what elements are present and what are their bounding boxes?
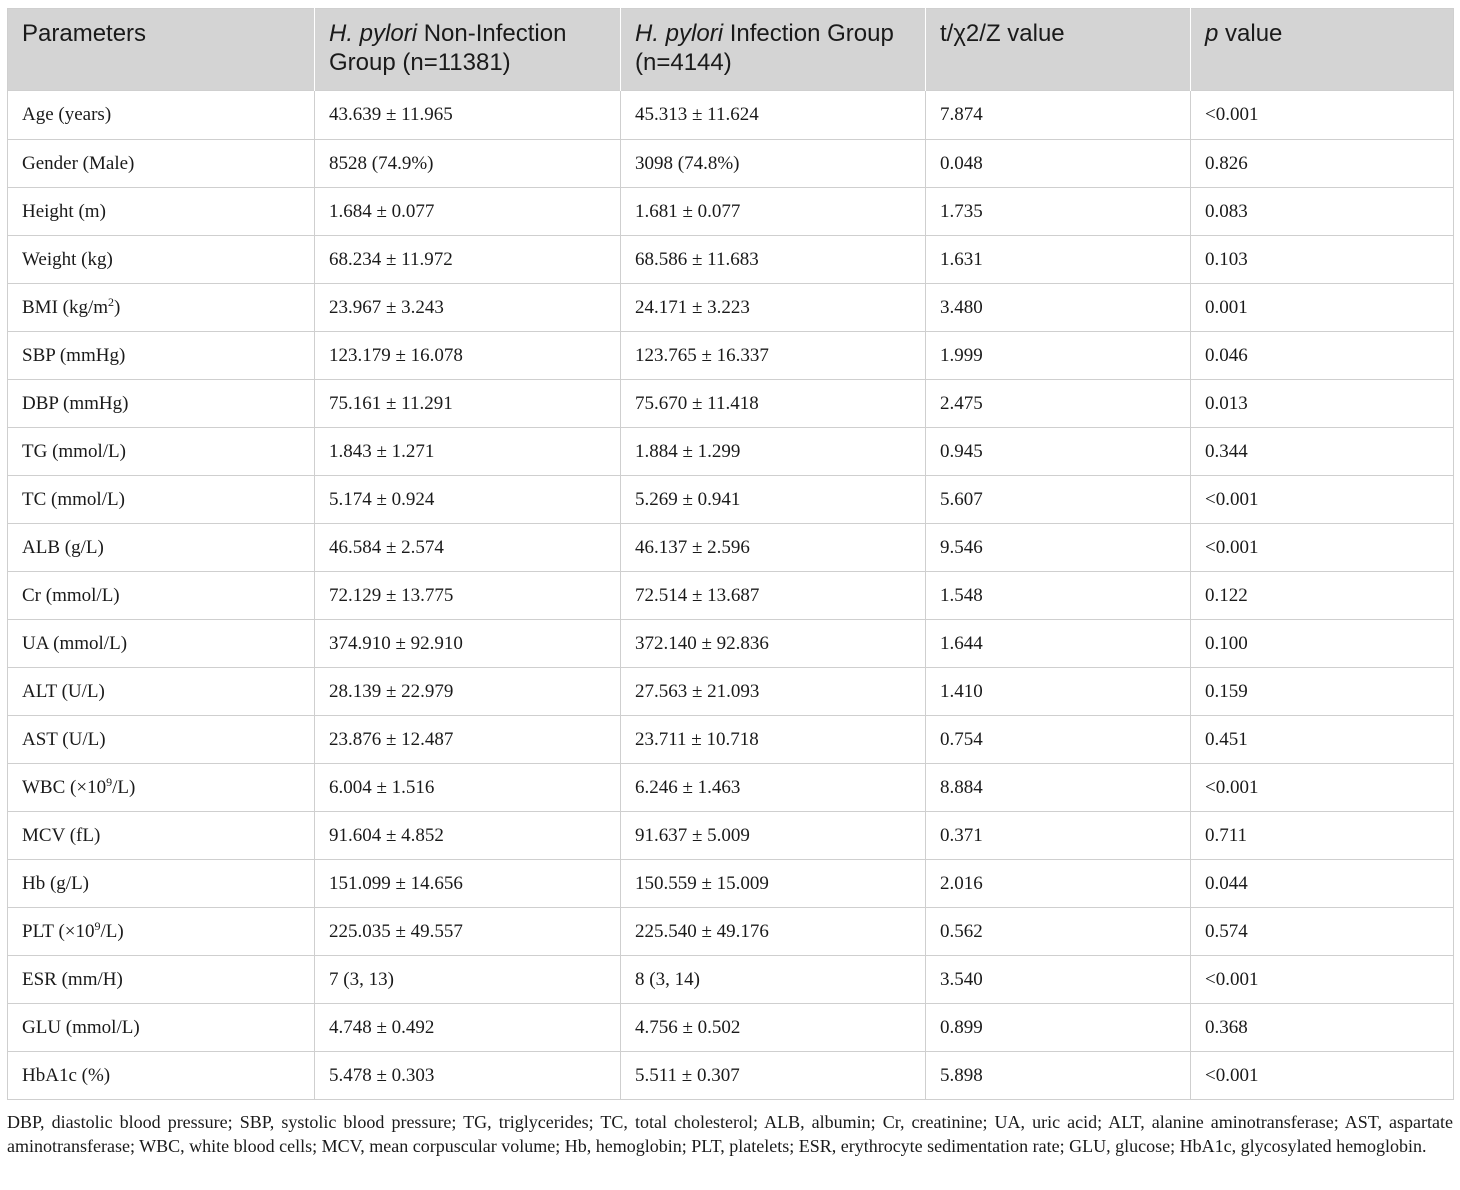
parameter-label: TG (mmol/L) <box>22 440 126 462</box>
table-header <box>8 9 1454 91</box>
table-row <box>8 332 1454 380</box>
cell-p-value: 0.013 <box>1191 380 1454 428</box>
cell-non-infection: 43.639 ± 11.965 <box>315 91 621 140</box>
cell-parameter <box>8 764 315 812</box>
parameter-label-suffix: ) <box>114 296 121 318</box>
header-text: Non-Infection Group (n=11381) <box>329 20 567 76</box>
cell-non-infection: 225.035 ± 49.557 <box>315 908 621 956</box>
cell-test-statistic: 1.410 <box>926 668 1191 716</box>
cell-p-value: <0.001 <box>1191 476 1454 524</box>
cell-non-infection: 374.910 ± 92.910 <box>315 620 621 668</box>
cell-non-infection: 1.843 ± 1.271 <box>315 428 621 476</box>
cell-infection: 123.765 ± 16.337 <box>621 332 926 380</box>
cell-p-value: 0.368 <box>1191 1004 1454 1052</box>
cell-non-infection: 5.478 ± 0.303 <box>315 1052 621 1100</box>
parameter-label: WBC (×10 <box>22 776 107 798</box>
header-text: Parameters <box>22 20 147 47</box>
cell-test-statistic: 0.754 <box>926 716 1191 764</box>
cell-infection: 23.711 ± 10.718 <box>621 716 926 764</box>
cell-parameter <box>8 860 315 908</box>
cell-infection: 8 (3, 14) <box>621 956 926 1004</box>
parameter-superscript: 9 <box>94 918 101 933</box>
cell-p-value: 0.083 <box>1191 188 1454 236</box>
cell-parameter <box>8 380 315 428</box>
cell-p-value: <0.001 <box>1191 524 1454 572</box>
cell-p-value: 0.826 <box>1191 140 1454 188</box>
table-body <box>8 91 1454 1100</box>
table-footnote: DBP, diastolic blood pressure; SBP, systolic blood pressure; TG, triglycerides; TC, total cholesterol; ALB, albumin; Cr, creatinine; UA, uric acid; ALT, alanine aminotransferase; AST, aspartate aminotransferase; WBC, white blood cells; MCV, mean corpuscular volume; Hb, hemoglobin; PLT, platelets; ESR, erythrocyte sedimentation rate; GLU, glucose; HbA1c, glycosylated hemoglobin. <box>7 1112 1453 1156</box>
parameter-label: DBP (mmHg) <box>22 392 129 414</box>
header-italic: H. pylori <box>635 20 724 47</box>
cell-infection: 45.313 ± 11.624 <box>621 91 926 140</box>
table-row <box>8 476 1454 524</box>
cell-test-statistic: 0.562 <box>926 908 1191 956</box>
cell-parameter <box>8 908 315 956</box>
table-row <box>8 1004 1454 1052</box>
parameter-superscript: 9 <box>106 774 113 789</box>
cell-p-value: 0.159 <box>1191 668 1454 716</box>
cell-parameter <box>8 332 315 380</box>
cell-infection: 372.140 ± 92.836 <box>621 620 926 668</box>
cell-p-value: 0.001 <box>1191 284 1454 332</box>
table-row <box>8 524 1454 572</box>
cell-non-infection: 8528 (74.9%) <box>315 140 621 188</box>
cell-p-value: 0.044 <box>1191 860 1454 908</box>
cell-p-value: 0.103 <box>1191 236 1454 284</box>
cell-infection: 27.563 ± 21.093 <box>621 668 926 716</box>
table-row <box>8 908 1454 956</box>
cell-parameter <box>8 236 315 284</box>
cell-infection: 4.756 ± 0.502 <box>621 1004 926 1052</box>
cell-infection: 68.586 ± 11.683 <box>621 236 926 284</box>
cell-non-infection: 123.179 ± 16.078 <box>315 332 621 380</box>
cell-non-infection: 28.139 ± 22.979 <box>315 668 621 716</box>
cell-non-infection: 23.876 ± 12.487 <box>315 716 621 764</box>
cell-p-value: 0.100 <box>1191 620 1454 668</box>
cell-infection: 6.246 ± 1.463 <box>621 764 926 812</box>
parameter-label-suffix: /L) <box>100 920 124 942</box>
cell-test-statistic: 2.016 <box>926 860 1191 908</box>
header-italic: p <box>1205 20 1219 47</box>
cell-test-statistic: 1.735 <box>926 188 1191 236</box>
table-row <box>8 380 1454 428</box>
cell-test-statistic: 0.048 <box>926 140 1191 188</box>
cell-test-statistic: 1.548 <box>926 572 1191 620</box>
cell-infection: 1.884 ± 1.299 <box>621 428 926 476</box>
cell-test-statistic: 3.540 <box>926 956 1191 1004</box>
table-row <box>8 188 1454 236</box>
parameter-label: TC (mmol/L) <box>22 488 125 510</box>
cell-non-infection: 1.684 ± 0.077 <box>315 188 621 236</box>
cell-non-infection: 72.129 ± 13.775 <box>315 572 621 620</box>
data-table-container <box>7 8 1453 1100</box>
cell-p-value: 0.344 <box>1191 428 1454 476</box>
cell-infection: 24.171 ± 3.223 <box>621 284 926 332</box>
header-text: value <box>1218 20 1283 47</box>
cell-parameter <box>8 1004 315 1052</box>
cell-parameter <box>8 188 315 236</box>
parameter-label: ALB (g/L) <box>22 536 104 558</box>
parameter-label: GLU (mmol/L) <box>22 1016 140 1038</box>
table-row <box>8 140 1454 188</box>
header-infection-group <box>621 9 926 91</box>
parameter-label: PLT (×10 <box>22 920 95 942</box>
cell-test-statistic: 9.546 <box>926 524 1191 572</box>
header-non-infection-group <box>315 9 621 91</box>
cell-test-statistic: 0.945 <box>926 428 1191 476</box>
cell-non-infection: 75.161 ± 11.291 <box>315 380 621 428</box>
cell-p-value: 0.574 <box>1191 908 1454 956</box>
parameter-superscript: 2 <box>108 294 115 309</box>
cell-parameter <box>8 524 315 572</box>
cell-non-infection: 23.967 ± 3.243 <box>315 284 621 332</box>
header-p-value <box>1191 9 1454 91</box>
parameter-label: Cr (mmol/L) <box>22 584 120 606</box>
table-row <box>8 668 1454 716</box>
header-text: t/χ2/Z value <box>940 20 1065 47</box>
cell-parameter <box>8 140 315 188</box>
cell-test-statistic: 0.371 <box>926 812 1191 860</box>
cell-test-statistic: 1.644 <box>926 620 1191 668</box>
cell-parameter <box>8 716 315 764</box>
parameter-label: MCV (fL) <box>22 824 101 846</box>
cell-infection: 1.681 ± 0.077 <box>621 188 926 236</box>
cell-infection: 91.637 ± 5.009 <box>621 812 926 860</box>
parameter-label: Age (years) <box>22 104 112 125</box>
cell-infection: 75.670 ± 11.418 <box>621 380 926 428</box>
cell-non-infection: 151.099 ± 14.656 <box>315 860 621 908</box>
cell-test-statistic: 5.607 <box>926 476 1191 524</box>
header-row <box>8 9 1454 91</box>
cell-p-value: <0.001 <box>1191 1052 1454 1100</box>
cell-test-statistic: 5.898 <box>926 1052 1191 1100</box>
cell-infection: 150.559 ± 15.009 <box>621 860 926 908</box>
cell-parameter <box>8 620 315 668</box>
cell-parameter <box>8 668 315 716</box>
parameter-label: AST (U/L) <box>22 728 106 750</box>
cell-parameter <box>8 1052 315 1100</box>
comparison-table <box>7 8 1454 1100</box>
cell-test-statistic: 7.874 <box>926 91 1191 140</box>
cell-non-infection: 46.584 ± 2.574 <box>315 524 621 572</box>
cell-infection: 3098 (74.8%) <box>621 140 926 188</box>
header-test-statistic <box>926 9 1191 91</box>
cell-non-infection: 68.234 ± 11.972 <box>315 236 621 284</box>
cell-non-infection: 4.748 ± 0.492 <box>315 1004 621 1052</box>
cell-infection: 5.511 ± 0.307 <box>621 1052 926 1100</box>
cell-parameter <box>8 428 315 476</box>
cell-p-value: <0.001 <box>1191 956 1454 1004</box>
cell-non-infection: 5.174 ± 0.924 <box>315 476 621 524</box>
cell-infection: 46.137 ± 2.596 <box>621 524 926 572</box>
cell-parameter <box>8 956 315 1004</box>
parameter-label: Hb (g/L) <box>22 872 90 894</box>
parameter-label: UA (mmol/L) <box>22 632 128 654</box>
parameter-label: Gender (Male) <box>22 152 135 174</box>
cell-infection: 72.514 ± 13.687 <box>621 572 926 620</box>
cell-p-value: 0.711 <box>1191 812 1454 860</box>
header-text: Infection Group (n=4144) <box>635 20 894 76</box>
parameter-label: Height (m) <box>22 200 106 222</box>
parameter-label: ESR (mm/H) <box>22 968 123 990</box>
table-row <box>8 284 1454 332</box>
cell-test-statistic: 2.475 <box>926 380 1191 428</box>
table-row <box>8 764 1454 812</box>
cell-test-statistic: 3.480 <box>926 284 1191 332</box>
table-row <box>8 428 1454 476</box>
table-row <box>8 956 1454 1004</box>
cell-parameter <box>8 812 315 860</box>
cell-infection: 225.540 ± 49.176 <box>621 908 926 956</box>
table-row <box>8 572 1454 620</box>
cell-p-value: 0.122 <box>1191 572 1454 620</box>
cell-p-value: <0.001 <box>1191 764 1454 812</box>
cell-infection: 5.269 ± 0.941 <box>621 476 926 524</box>
header-parameters <box>8 9 315 91</box>
cell-test-statistic: 0.899 <box>926 1004 1191 1052</box>
table-row <box>8 716 1454 764</box>
parameter-label: BMI (kg/m <box>22 296 109 318</box>
cell-p-value: <0.001 <box>1191 91 1454 140</box>
parameter-label: HbA1c (%) <box>22 1064 111 1086</box>
cell-p-value: 0.046 <box>1191 332 1454 380</box>
table-row <box>8 812 1454 860</box>
cell-p-value: 0.451 <box>1191 716 1454 764</box>
cell-non-infection: 6.004 ± 1.516 <box>315 764 621 812</box>
cell-parameter <box>8 91 315 140</box>
parameter-label: Weight (kg) <box>22 248 113 270</box>
table-row <box>8 1052 1454 1100</box>
cell-test-statistic: 8.884 <box>926 764 1191 812</box>
cell-parameter <box>8 476 315 524</box>
cell-non-infection: 91.604 ± 4.852 <box>315 812 621 860</box>
cell-parameter <box>8 572 315 620</box>
parameter-label: ALT (U/L) <box>22 680 105 702</box>
table-row <box>8 91 1454 140</box>
cell-test-statistic: 1.999 <box>926 332 1191 380</box>
parameter-label: SBP (mmHg) <box>22 344 126 366</box>
parameter-label-suffix: /L) <box>112 776 136 798</box>
table-row <box>8 620 1454 668</box>
table-row <box>8 236 1454 284</box>
cell-non-infection: 7 (3, 13) <box>315 956 621 1004</box>
cell-test-statistic: 1.631 <box>926 236 1191 284</box>
header-italic: H. pylori <box>329 20 418 47</box>
cell-parameter <box>8 284 315 332</box>
table-row <box>8 860 1454 908</box>
